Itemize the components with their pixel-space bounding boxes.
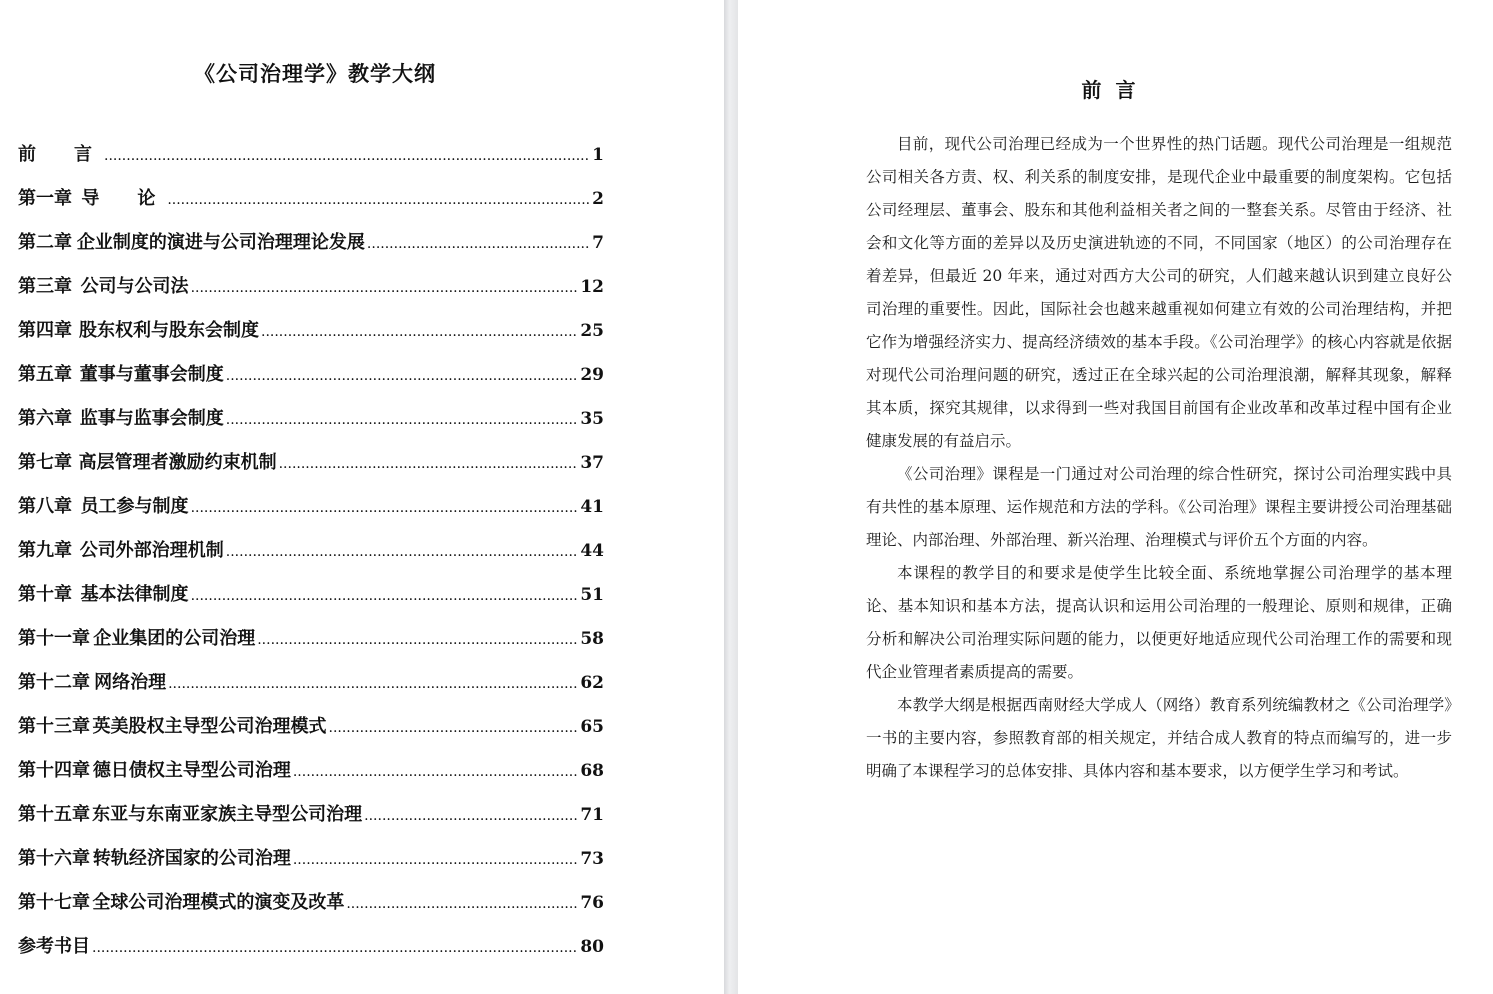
toc-leader: [104, 144, 590, 165]
toc-page-number: 35: [580, 409, 604, 429]
toc-page-number: 29: [580, 365, 604, 385]
toc-entry-chapter-2[interactable]: [18, 228, 604, 272]
toc-chapter: 第八章: [18, 496, 72, 517]
toc-page-number: 51: [580, 585, 604, 605]
toc-chapter: 第三章: [18, 276, 72, 297]
toc-page-number: 41: [580, 497, 604, 517]
toc-leader: [191, 584, 579, 605]
toc-entry-chapter-3[interactable]: [18, 272, 604, 316]
toc-chapter: 第十六章: [18, 848, 90, 869]
toc-leader: [367, 232, 590, 253]
toc-leader: [167, 188, 590, 209]
toc-entry-chapter-15[interactable]: [18, 800, 604, 844]
toc-leader: [92, 936, 578, 957]
toc-entry-chapter-7[interactable]: [18, 448, 604, 492]
toc-entry-chapter-14[interactable]: [18, 756, 604, 800]
preface-paragraph: 本教学大纲是根据西南财经大学成人（网络）教育系列统编教材之《公司治理学》一书的主要内容，参照教育部的相关规定，并结合成人教育的特点而编写的，进一步明确了本课程学习的总体安排、具体内容和基本要求，以方便学生学习和考试。: [866, 696, 1452, 780]
toc-page-number: 37: [580, 453, 604, 473]
toc-leader: [293, 760, 578, 781]
toc-entry-chapter-8[interactable]: [18, 492, 604, 536]
toc-entry-chapter-12[interactable]: [18, 668, 604, 712]
page-preface: [738, 0, 1493, 994]
toc-label: 基本法律制度: [80, 584, 189, 605]
toc-chapter: 第七章: [18, 452, 72, 473]
toc-page-number: 76: [580, 893, 604, 913]
toc-chapter: 前 言: [18, 144, 102, 165]
toc-leader: [261, 320, 578, 341]
toc-leader: [279, 452, 579, 473]
toc-chapter: 第九章: [18, 540, 72, 561]
table-of-contents: [18, 140, 604, 976]
toc-page-number: 68: [580, 761, 604, 781]
toc-label: 公司外部治理机制: [79, 540, 224, 561]
toc-chapter: 第十三章: [18, 716, 90, 737]
toc-leader: [191, 276, 579, 297]
toc-entry-chapter-6[interactable]: [18, 404, 604, 448]
toc-page-number: 12: [580, 277, 604, 297]
toc-label: 德日债权主导型公司治理: [92, 760, 291, 781]
toc-entry-references[interactable]: [18, 932, 604, 976]
toc-leader: [346, 892, 578, 913]
toc-chapter: 参考书目: [18, 936, 90, 957]
toc-page-number: 1: [592, 145, 604, 165]
toc-title: 《公司治理学》教学大纲: [194, 61, 436, 86]
toc-page-number: 44: [580, 541, 604, 561]
toc-chapter: 第一章: [18, 188, 72, 209]
toc-label: 监事与监事会制度: [79, 408, 224, 429]
toc-chapter: 第十章: [18, 584, 72, 605]
toc-leader: [191, 496, 579, 517]
preface-paragraph: 本课程的教学目的和要求是使学生比较全面、系统地掌握公司治理学的基本理论、基本知识和基本方法，提高认识和运用公司治理的一般理论、原则和规律，正确分析和解决公司治理实际问题的能力，以便更好地适应现代公司治理工作的需要和现代企业管理者素质提高的需要。: [866, 564, 1452, 681]
toc-page-number: 71: [580, 805, 604, 825]
toc-label: 网络治理: [94, 672, 167, 693]
toc-entry-preface[interactable]: [18, 140, 604, 184]
toc-label: 英美股权主导型公司治理模式: [92, 716, 327, 737]
toc-leader: [226, 364, 579, 385]
toc-entry-chapter-17[interactable]: [18, 888, 604, 932]
toc-page-number: 25: [580, 321, 604, 341]
toc-chapter: 第六章: [18, 408, 72, 429]
preface-title: 前言: [1081, 78, 1150, 102]
toc-label: 导 论: [81, 188, 166, 209]
toc-label: 企业制度的演进与公司治理理论发展: [76, 232, 365, 253]
toc-leader: [257, 628, 578, 649]
toc-chapter: 第二章: [18, 232, 72, 253]
toc-leader: [226, 408, 579, 429]
toc-label: 员工参与制度: [80, 496, 189, 517]
toc-chapter: 第十五章: [18, 804, 90, 825]
toc-page-number: 58: [580, 629, 604, 649]
toc-entry-chapter-1[interactable]: [18, 184, 604, 228]
toc-page-number: 73: [580, 849, 604, 869]
toc-page-number: 7: [592, 233, 604, 253]
toc-entry-chapter-13[interactable]: [18, 712, 604, 756]
preface-paragraph: 《公司治理》课程是一门通过对公司治理的综合性研究，探讨公司治理实践中具有共性的基本原理、运作规范和方法的学科。《公司治理》课程主要讲授公司治理基础理论、内部治理、外部治理、新兴治理、治理模式与评价五个方面的内容。: [866, 465, 1452, 549]
toc-label: 公司与公司法: [80, 276, 189, 297]
toc-entry-chapter-9[interactable]: [18, 536, 604, 580]
preface-paragraph: 目前，现代公司治理已经成为一个世界性的热门话题。现代公司治理是一组规范公司相关各方责、权、利关系的制度安排，是现代企业中最重要的制度架构。它包括公司经理层、董事会、股东和其他利益相关者之间的一整套关系。尽管由于经济、社会和文化等方面的差异以及历史演进轨迹的不同，不同国家（地区）的公司治理存在着差异，但最近 20 年来，通过对西方大公司的研究，人们越来越认识到建立良好公司治理的重要性。因此，国际社会也越来越重视如何建立有效的公司治理结构，并把它作为增强经济实力、提高经济绩效的基本手段。《公司治理学》的核心内容就是依据对现代公司治理问题的研究，透过正在全球兴起的公司治理浪潮，解释其现象，解释其本质，探究其规律，以求得到一些对我国目前国有企业改革和改革过程中国有企业健康发展的有益启示。: [866, 135, 1452, 450]
toc-chapter: 第十七章: [18, 892, 90, 913]
toc-label: 全球公司治理模式的演变及改革: [92, 892, 345, 913]
page-toc: [0, 0, 724, 994]
toc-label: 董事与董事会制度: [79, 364, 224, 385]
toc-chapter: 第十一章: [18, 628, 90, 649]
toc-leader: [364, 804, 578, 825]
toc-entry-chapter-4[interactable]: [18, 316, 604, 360]
toc-chapter: 第四章: [18, 320, 72, 341]
toc-page-number: 80: [580, 937, 604, 957]
toc-leader: [293, 848, 578, 869]
toc-entry-chapter-5[interactable]: [18, 360, 604, 404]
toc-entry-chapter-11[interactable]: [18, 624, 604, 668]
preface-body: [866, 128, 1452, 788]
toc-entry-chapter-16[interactable]: [18, 844, 604, 888]
toc-leader: [329, 716, 579, 737]
toc-label: 高层管理者激励约束机制: [78, 452, 277, 473]
toc-page-number: 65: [580, 717, 604, 737]
toc-label: 东亚与东南亚家族主导型公司治理: [92, 804, 363, 825]
toc-label: 企业集团的公司治理: [93, 628, 256, 649]
toc-entry-chapter-10[interactable]: [18, 580, 604, 624]
toc-chapter: 第五章: [18, 364, 72, 385]
toc-label: 转轨经济国家的公司治理: [92, 848, 291, 869]
toc-page-number: 62: [580, 673, 604, 693]
toc-chapter: 第十二章: [18, 672, 90, 693]
page-gutter: [724, 0, 738, 994]
toc-leader: [226, 540, 579, 561]
toc-label: 股东权利与股东会制度: [79, 320, 259, 341]
toc-leader: [168, 672, 578, 693]
toc-chapter: 第十四章: [18, 760, 90, 781]
toc-page-number: 2: [592, 189, 604, 209]
